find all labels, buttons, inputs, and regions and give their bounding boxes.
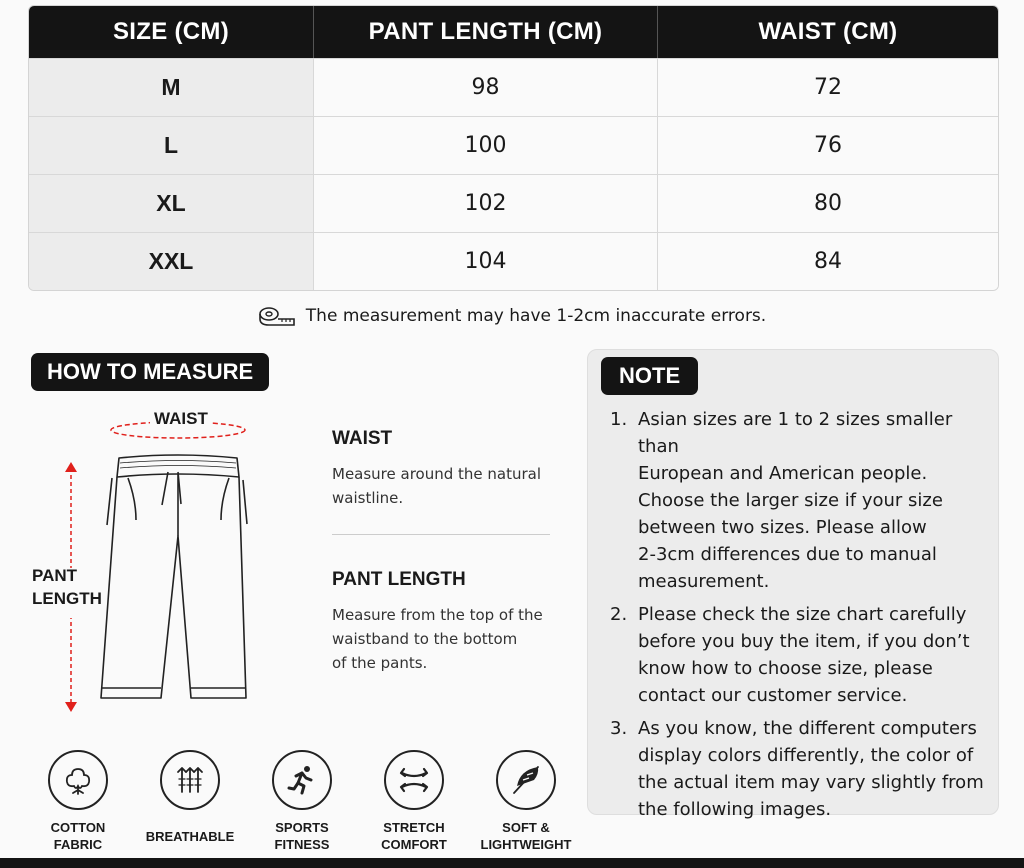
waist-cell: 80 — [657, 174, 998, 232]
feather-icon — [508, 762, 544, 798]
note-line: Please check the size chart carefully — [638, 604, 967, 625]
feature-soft — [470, 750, 582, 854]
feature-breathable — [134, 750, 246, 854]
pant-length-line-2: waistband to the bottom — [332, 630, 518, 648]
pant-length-title: PANT LENGTH — [332, 569, 466, 590]
feature-stretch — [358, 750, 470, 854]
note-line: the actual item may vary slightly from — [638, 772, 984, 793]
pants-diagram — [28, 400, 268, 730]
how-to-measure-heading: HOW TO MEASURE — [31, 353, 269, 391]
measurement-disclaimer — [0, 305, 1024, 327]
pant-length-cell: 104 — [313, 232, 657, 290]
divider — [332, 534, 550, 535]
note-line: the following images. — [638, 799, 832, 820]
note-line: 2-3cm differences due to manual — [638, 544, 937, 565]
note-line: before you buy the item, if you don’t — [638, 631, 970, 652]
pant-length-cell: 102 — [313, 174, 657, 232]
note-line: Choose the larger size if your size — [638, 490, 943, 511]
feature-sports — [246, 750, 358, 854]
note-list — [610, 406, 990, 829]
table-row — [29, 116, 998, 174]
feature-label: COTTON FABRIC — [50, 820, 106, 852]
size-cell: M — [29, 58, 313, 116]
note-item — [610, 715, 990, 823]
note-number: 2. — [610, 604, 628, 625]
note-line: display colors differently, the color of — [638, 745, 974, 766]
size-chart-table — [28, 5, 999, 291]
header-size: SIZE (CM) — [29, 6, 313, 58]
pant-label: PANT — [32, 566, 78, 585]
header-pant-length: PANT LENGTH (CM) — [313, 6, 657, 58]
note-line: contact our customer service. — [638, 685, 908, 706]
table-header-row — [29, 6, 998, 58]
feature-label: BREATHABLE — [145, 828, 235, 844]
note-item — [610, 406, 990, 595]
waist-line-2: waistline. — [332, 489, 404, 507]
size-cell: XXL — [29, 232, 313, 290]
table-row — [29, 174, 998, 232]
waist-diagram-label: WAIST — [150, 407, 212, 430]
note-number: 1. — [610, 409, 628, 430]
note-number: 3. — [610, 718, 628, 739]
table-row — [29, 232, 998, 290]
pant-length-line-3: of the pants. — [332, 654, 428, 672]
waist-cell: 72 — [657, 58, 998, 116]
note-line: European and American people. — [638, 463, 928, 484]
pant-length-cell: 98 — [313, 58, 657, 116]
measuring-tape-icon — [258, 305, 296, 327]
pant-length-cell: 100 — [313, 116, 657, 174]
pant-length-line-1: Measure from the top of the — [332, 606, 543, 624]
stretch-icon — [396, 762, 432, 798]
cotton-icon — [60, 762, 96, 798]
size-cell: XL — [29, 174, 313, 232]
note-panel — [587, 349, 999, 820]
note-line: Asian sizes are 1 to 2 sizes smaller than — [638, 409, 953, 457]
length-label: LENGTH — [32, 589, 102, 608]
waist-cell: 76 — [657, 116, 998, 174]
note-line: measurement. — [638, 571, 770, 592]
feature-cotton — [22, 750, 134, 854]
running-icon — [284, 762, 320, 798]
note-line: between two sizes. Please allow — [638, 517, 927, 538]
feature-label: STRETCH COMFORT — [381, 820, 447, 852]
feature-label: SOFT & LIGHTWEIGHT — [480, 820, 572, 852]
waist-title: WAIST — [332, 428, 393, 449]
waist-instructions — [332, 428, 562, 510]
disclaimer-text: The measurement may have 1-2cm inaccurate errors. — [305, 306, 767, 326]
pant-length-instructions — [332, 569, 562, 675]
bottom-bar — [0, 858, 1024, 868]
header-waist: WAIST (CM) — [657, 6, 998, 58]
note-heading: NOTE — [601, 357, 698, 395]
note-item — [610, 601, 990, 709]
breathable-icon — [172, 762, 208, 798]
note-line: As you know, the different computers — [638, 718, 977, 739]
note-line: know how to choose size, please — [638, 658, 933, 679]
waist-line-1: Measure around the natural — [332, 465, 542, 483]
size-cell: L — [29, 116, 313, 174]
feature-label: SPORTS FITNESS — [274, 820, 330, 852]
table-row — [29, 58, 998, 116]
feature-icons-row — [22, 750, 582, 854]
waist-cell: 84 — [657, 232, 998, 290]
